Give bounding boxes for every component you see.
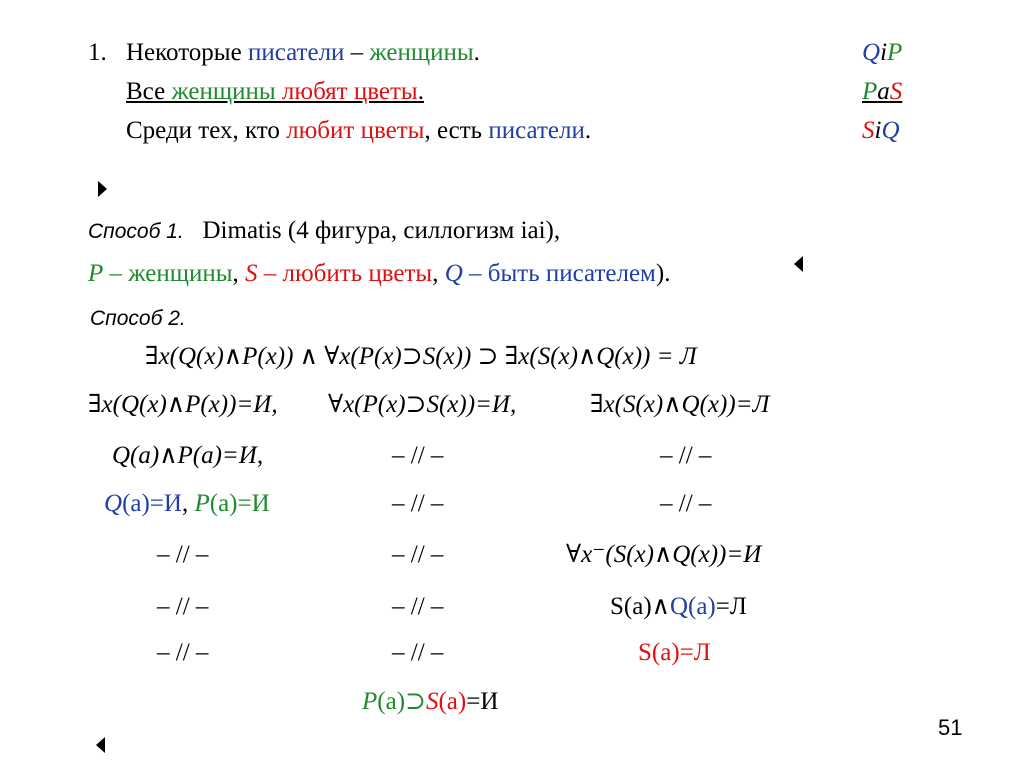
premise-2-text: Все [126,78,172,105]
row-6-col-3: S(a)=Л [638,639,711,666]
code-s: S [889,78,903,105]
final-p-arg: (a)⊃ [377,688,426,715]
page-number: 51 [938,715,963,740]
play-left-icon[interactable] [96,737,105,753]
code-p: P [887,39,903,66]
code-qip [862,38,902,68]
final-s-arg: (a) [438,688,467,715]
row-5-value: =Л [715,593,747,620]
row-3-sep: , [181,490,195,517]
premise-2-flowers: любят цветы [281,78,418,105]
premise-1-period: . [473,39,480,66]
row-2-col-1: Q(a)∧P(a)=И, [112,442,264,469]
row-4-col-3: ∀x⁻(S(x)∧Q(x))=И [566,541,762,568]
conclusion-text: Среди тех, кто [126,117,287,144]
play-right-icon[interactable] [98,181,107,197]
row-6-col-1: – // – [157,639,209,666]
code-siq [862,116,900,146]
conclusion-writers: писатели [488,117,585,144]
legend-s: S [245,260,258,287]
method-1-label: Способ 1. [88,220,184,243]
row-5-col-3 [610,592,747,622]
legend-sep: , [432,260,445,287]
legend-q: Q [444,260,463,287]
code-s: S [862,117,875,144]
premise-1-dash: – [344,39,370,66]
premise-1-text: Некоторые [126,39,248,66]
row-3-q-value: (a)=И [122,490,182,517]
row-1-col-2: ∀x(P(x)⊃S(x))=И, [328,391,517,418]
row-5-s-and: S(a)∧ [610,593,670,620]
row-4-col-2: – // – [392,541,444,568]
legend-p-text: – женщины [103,260,233,287]
row-3-col-3: – // – [660,490,712,517]
premise-2-period: . [417,78,424,105]
premise-2-women: женщины [171,78,282,105]
code-a: a [877,78,890,105]
row-1-col-3: ∃x(S(x)∧Q(x))=Л [590,391,770,418]
row-3-p-value: (a)=И [209,490,270,517]
code-q: Q [862,39,881,66]
play-left-icon[interactable] [794,256,803,272]
row-4-col-1: – // – [157,541,209,568]
legend-p: P [88,260,104,287]
method-2-formula: ∃x(Q(x)∧P(x)) ∧ ∀x(P(x)⊃S(x)) ⊃ ∃x(S(x)∧Q(x)) = Л [145,343,697,370]
row-2-col-2: – // – [392,442,444,469]
final-p: P [362,688,378,715]
final-value: =И [466,688,499,715]
method-1 [88,216,560,247]
row-3-q: Q [104,490,123,517]
final-s: S [425,688,439,715]
row-2-col-3: – // – [660,442,712,469]
legend-end: ). [655,260,671,287]
method-1-legend [88,259,670,289]
legend-sep: , [232,260,246,287]
method-1-text: Dimatis (4 фигура, силлогизм iai), [202,217,561,244]
row-5-col-1: – // – [157,593,209,620]
row-3-col-1 [104,489,270,519]
conclusion-mid: , есть [424,117,489,144]
conclusion-flowers: любит цветы [286,117,425,144]
row-6-col-2: – // – [392,639,444,666]
conclusion-period: . [584,117,592,144]
legend-q-text: – быть писателем [462,260,656,287]
row-1-col-1: ∃x(Q(x)∧P(x))=И, [88,391,278,418]
row-3-p: P [194,490,210,517]
premise-2 [126,77,424,107]
code-q: Q [881,117,900,144]
final-result [362,687,498,717]
premise-1-writers: писатели [247,39,345,66]
row-5-q: Q(a) [669,593,716,620]
code-i: i [880,39,888,66]
code-pas [862,77,902,107]
row-3-col-2: – // – [392,490,444,517]
row-5-col-2: – // – [392,593,444,620]
legend-s-text: – любить цветы [257,260,433,287]
code-i: i [874,117,882,144]
premise-1 [126,38,480,68]
method-2-label: Способ 2. [90,307,186,330]
premise-1-women: женщины [369,39,474,66]
problem-number: 1. [88,39,107,66]
conclusion [126,116,591,146]
code-p: P [862,78,878,105]
